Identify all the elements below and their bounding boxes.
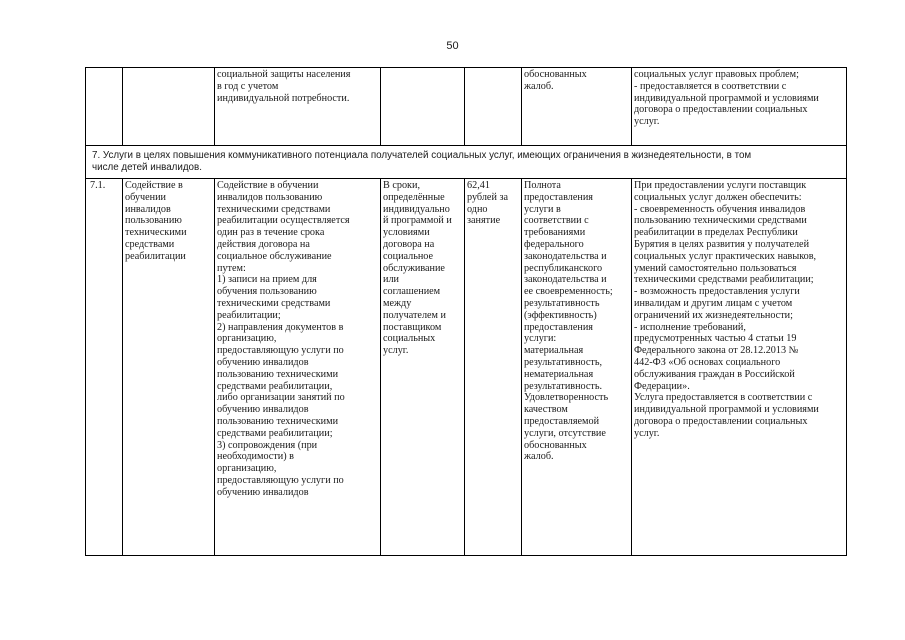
text-line: умений самостоятельно пользоваться: [634, 262, 797, 274]
text-line: или: [383, 274, 399, 286]
text-line: услуги:: [524, 333, 557, 345]
text-line: Содействие в обучении: [217, 180, 319, 191]
text-line: либо организации занятий по: [217, 392, 345, 404]
text-line: услуг.: [634, 427, 660, 439]
text-line: 7. Услуги в целях повышения коммуникативного потенциала получателей социальных услуг, имеющих ограничения в жизнедеятельности, в том: [92, 150, 752, 161]
service-description: [215, 179, 381, 556]
text-line: соглашением: [383, 286, 441, 298]
text-line: 1) записи на прием для: [217, 274, 317, 286]
text-line: обучении: [125, 191, 166, 203]
text-line: республиканского: [524, 262, 603, 274]
text-line: обоснованных: [524, 439, 587, 451]
text-line: Полнота: [524, 180, 561, 191]
text-line: материальная: [524, 345, 584, 357]
text-line: - исполнение требований,: [634, 321, 746, 333]
cont-conditions: [632, 68, 847, 146]
text-line: между: [383, 297, 412, 309]
text-line: обоснованных: [524, 69, 587, 80]
text-line: ограничений их жизнедеятельности;: [634, 309, 793, 321]
service-indicators: [522, 179, 632, 556]
cont-description: [215, 68, 381, 146]
text-line: услуги в: [524, 203, 561, 215]
text-line: организацию,: [217, 333, 277, 345]
section-7-row: [86, 146, 847, 179]
text-line: индивидуально: [383, 203, 450, 215]
text-line: Услуга предоставляется в соответствии с: [634, 392, 813, 404]
cont-indicators: [522, 68, 632, 146]
text-line: обучению инвалидов: [217, 356, 309, 368]
text-line: пользованию техническими средствами: [634, 215, 807, 227]
text-line: условиями: [383, 227, 430, 239]
text-line: услуг.: [634, 116, 660, 128]
text-line: инвалидов: [125, 203, 171, 215]
text-line: необходимости) в: [217, 451, 294, 463]
text-line: федерального: [524, 238, 584, 250]
section-7-title: [86, 146, 847, 179]
text-line: предоставления: [524, 191, 593, 203]
row-7-1: [86, 179, 847, 556]
text-line: 2) направления документов в: [217, 321, 344, 333]
text-line: жалоб.: [524, 451, 554, 463]
text-line: (эффективность): [524, 309, 597, 321]
text-line: социальных услуг правовых проблем;: [634, 69, 799, 80]
text-line: результативность.: [524, 380, 603, 392]
text-line: в год с учетом: [217, 80, 279, 92]
text-line: предоставления: [524, 321, 593, 333]
text-line: рублей за: [467, 191, 508, 203]
text-line: нематериальная: [524, 368, 594, 380]
text-line: путем:: [217, 262, 246, 274]
text-line: - предоставляется в соответствии с: [634, 80, 787, 92]
text-line: индивидуальной программой и условиями: [634, 404, 819, 416]
service-conditions: [632, 179, 847, 556]
text-line: результативность,: [524, 356, 603, 368]
text-line: поставщиком: [383, 321, 442, 333]
text-line: реабилитации;: [217, 309, 281, 321]
text-line: предоставляющую услуги по: [217, 345, 344, 357]
text-line: жалоб.: [524, 80, 554, 92]
text-line: техническими: [125, 227, 187, 239]
text-line: й программой и: [383, 215, 452, 227]
text-line: социальной защиты населения: [217, 69, 351, 80]
text-line: 62,41: [467, 180, 490, 191]
text-line: законодательства и: [524, 274, 607, 286]
text-line: обслуживания граждан в Российской: [634, 368, 795, 380]
text-line: индивидуальной потребности.: [217, 92, 350, 104]
text-line: законодательства и: [524, 250, 607, 262]
text-line: техническими средствами реабилитации;: [634, 274, 814, 286]
text-line: результативность: [524, 297, 600, 309]
text-line: социальных услуг должен обеспечить:: [634, 191, 802, 203]
service-tariff: [465, 179, 522, 556]
cont-col4: [381, 68, 465, 146]
text-line: качеством: [524, 404, 568, 416]
text-line: ее своевременность;: [524, 286, 613, 298]
service-name: [123, 179, 215, 556]
text-line: социальных услуг практических навыков,: [634, 250, 817, 262]
cont-col1: [86, 68, 123, 146]
text-line: обучения пользованию: [217, 286, 317, 298]
text-line: пользованию техническими: [217, 415, 339, 427]
text-line: инвалидов пользованию: [217, 191, 323, 203]
text-line: 442-ФЗ «Об основах социального: [634, 356, 781, 368]
text-line: индивидуальной программой и условиями: [634, 92, 819, 104]
text-line: обучению инвалидов: [217, 404, 309, 416]
text-line: Бурятия в целях развития у получателей: [634, 238, 810, 250]
text-line: средствами реабилитации;: [217, 427, 333, 439]
text-line: организацию,: [217, 463, 277, 475]
text-line: Федерации».: [634, 380, 690, 392]
text-line: реабилитации: [125, 250, 186, 262]
text-line: числе детей инвалидов.: [92, 162, 202, 173]
services-table: [85, 67, 847, 556]
text-line: социальных: [383, 333, 436, 345]
text-line: обучению инвалидов: [217, 486, 309, 498]
text-line: средствами: [125, 238, 175, 250]
text-line: соответствии с: [524, 215, 589, 227]
text-line: социальное обслуживание: [217, 250, 332, 262]
text-line: договора на: [383, 238, 435, 250]
text-line: получателем и: [383, 309, 446, 321]
text-line: занятие: [467, 215, 501, 227]
text-line: действия договора на: [217, 238, 310, 250]
text-line: одно: [467, 203, 488, 215]
continued-row: [86, 68, 847, 146]
text-line: услуги, отсутствие: [524, 427, 606, 439]
text-line: реабилитации в пределах Республики: [634, 227, 798, 239]
text-line: При предоставлении услуги поставщик: [634, 180, 807, 191]
text-line: - возможность предоставления услуги: [634, 286, 800, 298]
text-line: средствами реабилитации,: [217, 380, 333, 392]
text-line: Удовлетворенность: [524, 392, 609, 404]
text-line: реабилитации осуществляется: [217, 215, 350, 227]
text-line: инвалидам и другим лицам с учетом: [634, 297, 793, 309]
text-line: пользованию техническими: [217, 368, 339, 380]
text-line: Федерального закона от 28.12.2013 №: [634, 345, 799, 357]
text-line: В сроки,: [383, 180, 420, 191]
page-number: 50: [446, 40, 459, 52]
text-line: социальное: [383, 250, 434, 262]
text-line: услуг.: [383, 345, 409, 357]
cont-col2: [123, 68, 215, 146]
text-line: предоставляемой: [524, 415, 600, 427]
text-line: - своевременность обучения инвалидов: [634, 203, 806, 215]
text-line: Содействие в: [125, 180, 183, 191]
text-line: договора о предоставлении социальных: [634, 104, 808, 116]
text-line: требованиями: [524, 227, 586, 239]
row-number: 7.1.: [86, 179, 123, 556]
text-line: техническими средствами: [217, 203, 331, 215]
cont-col5: [465, 68, 522, 146]
text-line: договора о предоставлении социальных: [634, 415, 808, 427]
text-line: техническими средствами: [217, 297, 331, 309]
text-line: определённые: [383, 191, 445, 203]
service-terms: [381, 179, 465, 556]
text-line: 3) сопровождения (при: [217, 439, 318, 451]
text-line: предусмотренных частью 4 статьи 19: [634, 333, 797, 345]
text-line: пользованию: [125, 215, 182, 227]
text-line: один раз в течение срока: [217, 227, 325, 239]
text-line: обслуживание: [383, 262, 445, 274]
text-line: предоставляющую услуги по: [217, 474, 344, 486]
